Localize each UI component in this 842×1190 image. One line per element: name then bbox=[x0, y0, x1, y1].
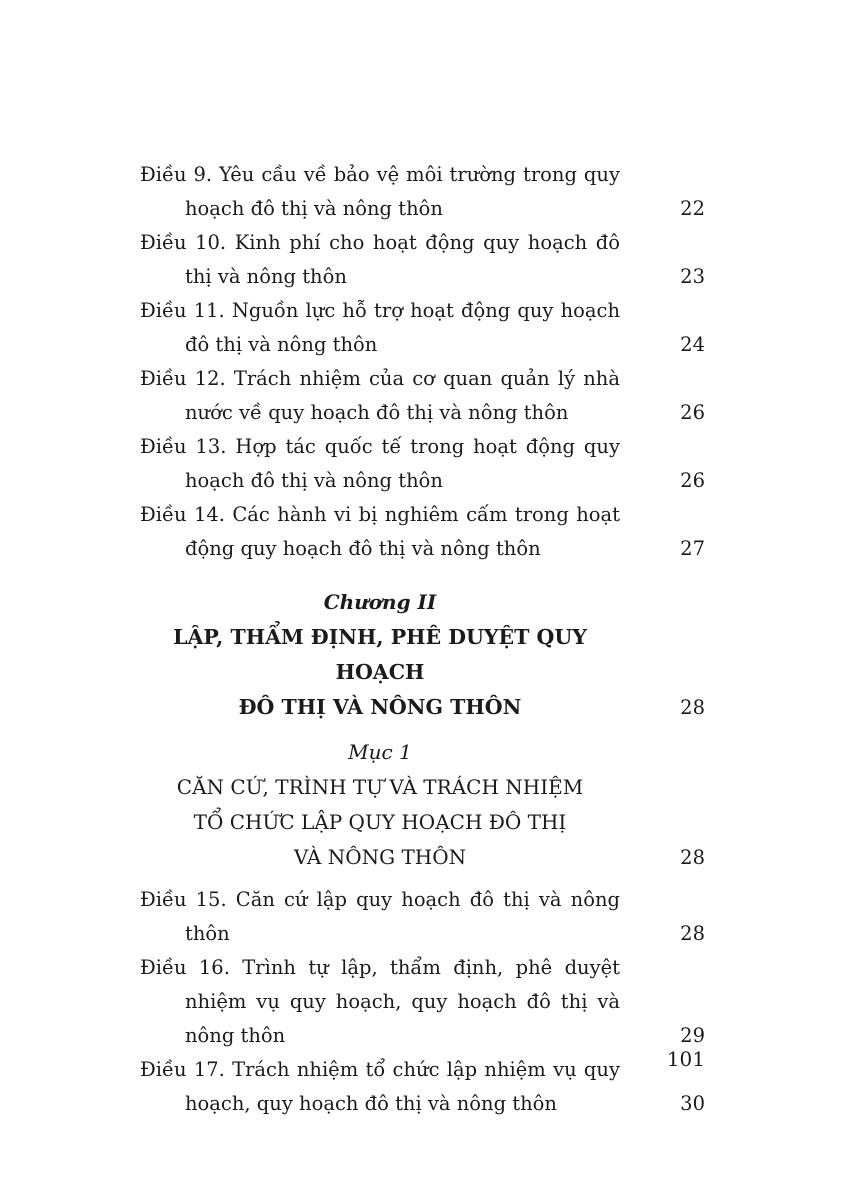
toc-entry bbox=[140, 226, 705, 294]
toc-entry-text: Điều 12. Trách nhiệm của cơ quan quản lý nhà nước về quy hoạch đô thị và nông thôn bbox=[140, 367, 620, 424]
toc-entry-page: 26 bbox=[680, 401, 705, 424]
toc-entry bbox=[140, 1053, 705, 1121]
toc-entry-text: Điều 11. Nguồn lực hỗ trợ hoạt động quy hoạch đô thị và nông thôn bbox=[140, 299, 620, 356]
toc-entry bbox=[140, 883, 705, 951]
toc-entry-text: Điều 14. Các hành vi bị nghiêm cấm trong hoạt động quy hoạch đô thị và nông thôn bbox=[140, 503, 620, 560]
toc-entry-page: 22 bbox=[680, 197, 705, 220]
toc-entry-page: 27 bbox=[680, 537, 705, 560]
spacer bbox=[140, 875, 705, 883]
toc-entry-text: Điều 10. Kinh phí cho hoạt động quy hoạch đô thị và nông thôn bbox=[140, 231, 620, 288]
section-label: Mục 1 bbox=[348, 740, 412, 764]
toc-entry bbox=[140, 430, 705, 498]
toc-entry bbox=[140, 158, 705, 226]
section-title bbox=[140, 770, 705, 875]
table-of-contents bbox=[140, 158, 705, 1121]
chapter-title-line: LẬP, THẨM ĐỊNH, PHÊ DUYỆT QUY HOẠCH bbox=[173, 625, 587, 684]
toc-entry bbox=[140, 294, 705, 362]
toc-entry-page: 30 bbox=[680, 1092, 705, 1115]
toc-entry-text: Điều 17. Trách nhiệm tổ chức lập nhiệm vụ quy hoạch, quy hoạch đô thị và nông thôn bbox=[140, 1058, 620, 1115]
section-title-line: TỔ CHỨC LẬP QUY HOẠCH ĐÔ THỊ bbox=[193, 810, 567, 834]
toc-entry-page: 23 bbox=[680, 265, 705, 288]
toc-entry-text: Điều 16. Trình tự lập, thẩm định, phê duyệt nhiệm vụ quy hoạch, quy hoạch đô thị và nông thôn bbox=[140, 956, 620, 1047]
toc-entry-text: Điều 13. Hợp tác quốc tế trong hoạt động quy hoạch đô thị và nông thôn bbox=[140, 435, 620, 492]
folio-page-number: 101 bbox=[666, 1047, 705, 1071]
toc-entry bbox=[140, 362, 705, 430]
chapter-title bbox=[140, 620, 705, 725]
chapter-label: Chương II bbox=[323, 590, 437, 614]
section-title-last-line: VÀ NÔNG THÔN 28 bbox=[140, 840, 620, 875]
toc-entry bbox=[140, 951, 705, 1053]
toc-entry-text: Điều 9. Yêu cầu về bảo vệ môi trường trong quy hoạch đô thị và nông thôn bbox=[140, 163, 620, 220]
section-page: 28 bbox=[680, 846, 705, 869]
toc-entry-page: 28 bbox=[680, 922, 705, 945]
toc-entry-page: 26 bbox=[680, 469, 705, 492]
toc-entry bbox=[140, 498, 705, 566]
chapter-page: 28 bbox=[680, 696, 705, 719]
toc-entry-page: 24 bbox=[680, 333, 705, 356]
section-title-line: CĂN CỨ, TRÌNH TỰ VÀ TRÁCH NHIỆM bbox=[176, 775, 584, 799]
chapter-title-last-line: ĐÔ THỊ VÀ NÔNG THÔN 28 bbox=[140, 690, 620, 725]
toc-entry-text: Điều 15. Căn cứ lập quy hoạch đô thị và nông thôn bbox=[140, 888, 620, 945]
toc-entry-page: 29 bbox=[680, 1024, 705, 1047]
